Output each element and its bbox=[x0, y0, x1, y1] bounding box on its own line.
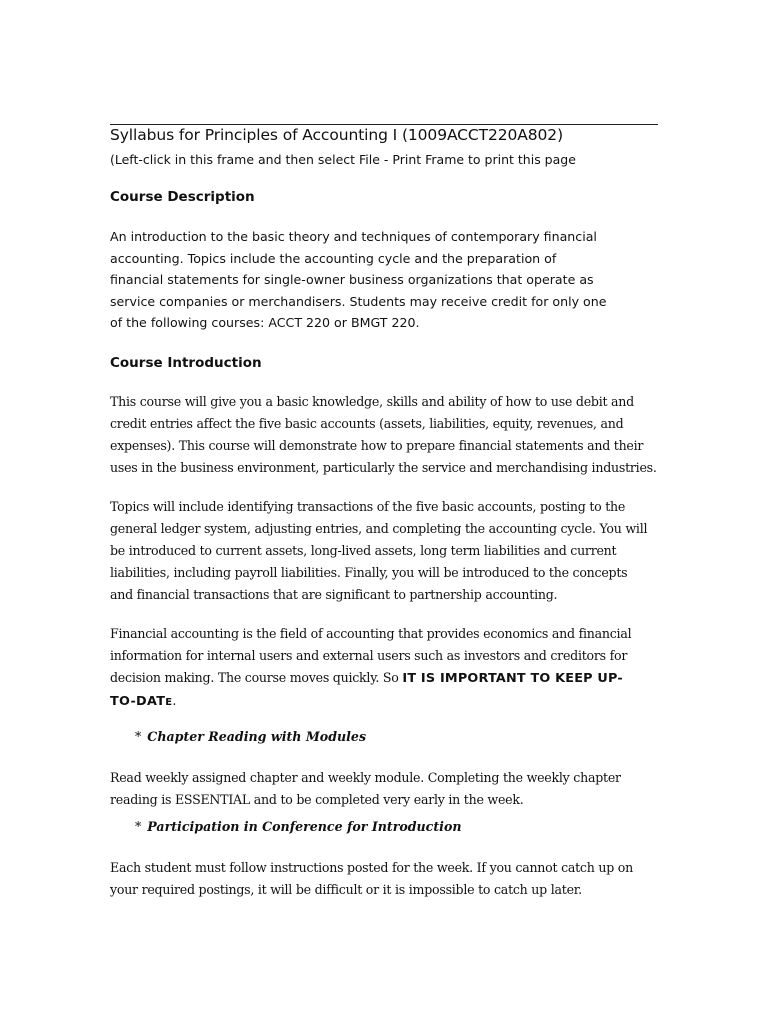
paragraph-line: expenses). This course will demonstrate how to prepare financial statements and their bbox=[110, 438, 644, 453]
sentence-end: . bbox=[172, 693, 177, 708]
paragraph-line: and financial transactions that are significant to partnership accounting. bbox=[110, 587, 558, 602]
course-introduction-paragraph-3 bbox=[110, 623, 655, 714]
paragraph-line: be introduced to current assets, long-lived assets, long term liabilities and current bbox=[110, 543, 617, 558]
paragraph-line: financial statements for single-owner business organizations that operate as bbox=[110, 272, 594, 287]
paragraph-line bbox=[110, 667, 655, 690]
keep-up-to-date-emphasis: IT IS IMPORTANT TO KEEP UP- bbox=[402, 671, 623, 686]
paragraph-line: Read weekly assigned chapter and weekly module. Completing the weekly chapter bbox=[110, 770, 621, 785]
course-introduction-paragraph-1 bbox=[110, 391, 655, 479]
print-instructions: (Left-click in this frame and then select File - Print Frame to print this page bbox=[110, 152, 576, 167]
top-divider bbox=[110, 124, 658, 125]
paragraph-line: reading is ESSENTIAL and to be completed very early in the week. bbox=[110, 792, 524, 807]
keep-up-to-date-emphasis-continued bbox=[110, 694, 172, 709]
paragraph-text: decision making. The course moves quickly. So bbox=[110, 670, 403, 685]
paragraph-line: liabilities, including payroll liabilities. Finally, you will be introduced to the concepts bbox=[110, 565, 628, 580]
paragraph-line: Financial accounting is the field of accounting that provides economics and financial bbox=[110, 626, 632, 641]
paragraph-line: information for internal users and external users such as investors and creditors for bbox=[110, 648, 628, 663]
paragraph-line: This course will give you a basic knowledge, skills and ability of how to use debit and bbox=[110, 394, 634, 409]
emphasis-text: TO-DAT bbox=[110, 694, 166, 709]
paragraph-line: accounting. Topics include the accounting cycle and the preparation of bbox=[110, 250, 557, 266]
syllabus-title: Syllabus for Principles of Accounting I (1009ACCT220A802) bbox=[110, 126, 564, 144]
bullet-chapter-reading bbox=[135, 729, 635, 744]
emphasis-small-letter: E bbox=[165, 697, 173, 708]
bullet-participation bbox=[135, 819, 635, 834]
paragraph-line: general ledger system, adjusting entries, and completing the accounting cycle. You will bbox=[110, 521, 648, 536]
paragraph-line bbox=[110, 690, 655, 714]
paragraph-line: of the following courses: ACCT 220 or BMGT 220. bbox=[110, 315, 420, 330]
paragraph-line: your required postings, it will be difficult or it is impossible to catch up later. bbox=[110, 882, 582, 897]
course-introduction-paragraph-2 bbox=[110, 496, 655, 606]
paragraph-line: credit entries affect the five basic accounts (assets, liabilities, equity, revenues, and bbox=[110, 416, 624, 431]
course-introduction-heading: Course Introduction bbox=[110, 355, 262, 371]
bullet-label: Chapter Reading with Modules bbox=[147, 729, 367, 744]
course-description-heading: Course Description bbox=[110, 189, 255, 205]
chapter-reading-paragraph bbox=[110, 767, 655, 811]
participation-paragraph bbox=[110, 857, 655, 901]
bullet-star: * bbox=[135, 819, 142, 834]
course-description-paragraph bbox=[110, 226, 650, 334]
paragraph-line: uses in the business environment, particularly the service and merchandising industries. bbox=[110, 460, 657, 475]
paragraph-line: Topics will include identifying transactions of the five basic accounts, posting to the bbox=[110, 499, 626, 514]
bullet-label: Participation in Conference for Introduction bbox=[147, 819, 462, 834]
paragraph-line: An introduction to the basic theory and techniques of contemporary financial bbox=[110, 229, 597, 244]
paragraph-line: Each student must follow instructions posted for the week. If you cannot catch up on bbox=[110, 860, 633, 875]
paragraph-line: service companies or merchandisers. Students may receive credit for only one bbox=[110, 293, 607, 309]
bullet-star: * bbox=[135, 729, 142, 744]
